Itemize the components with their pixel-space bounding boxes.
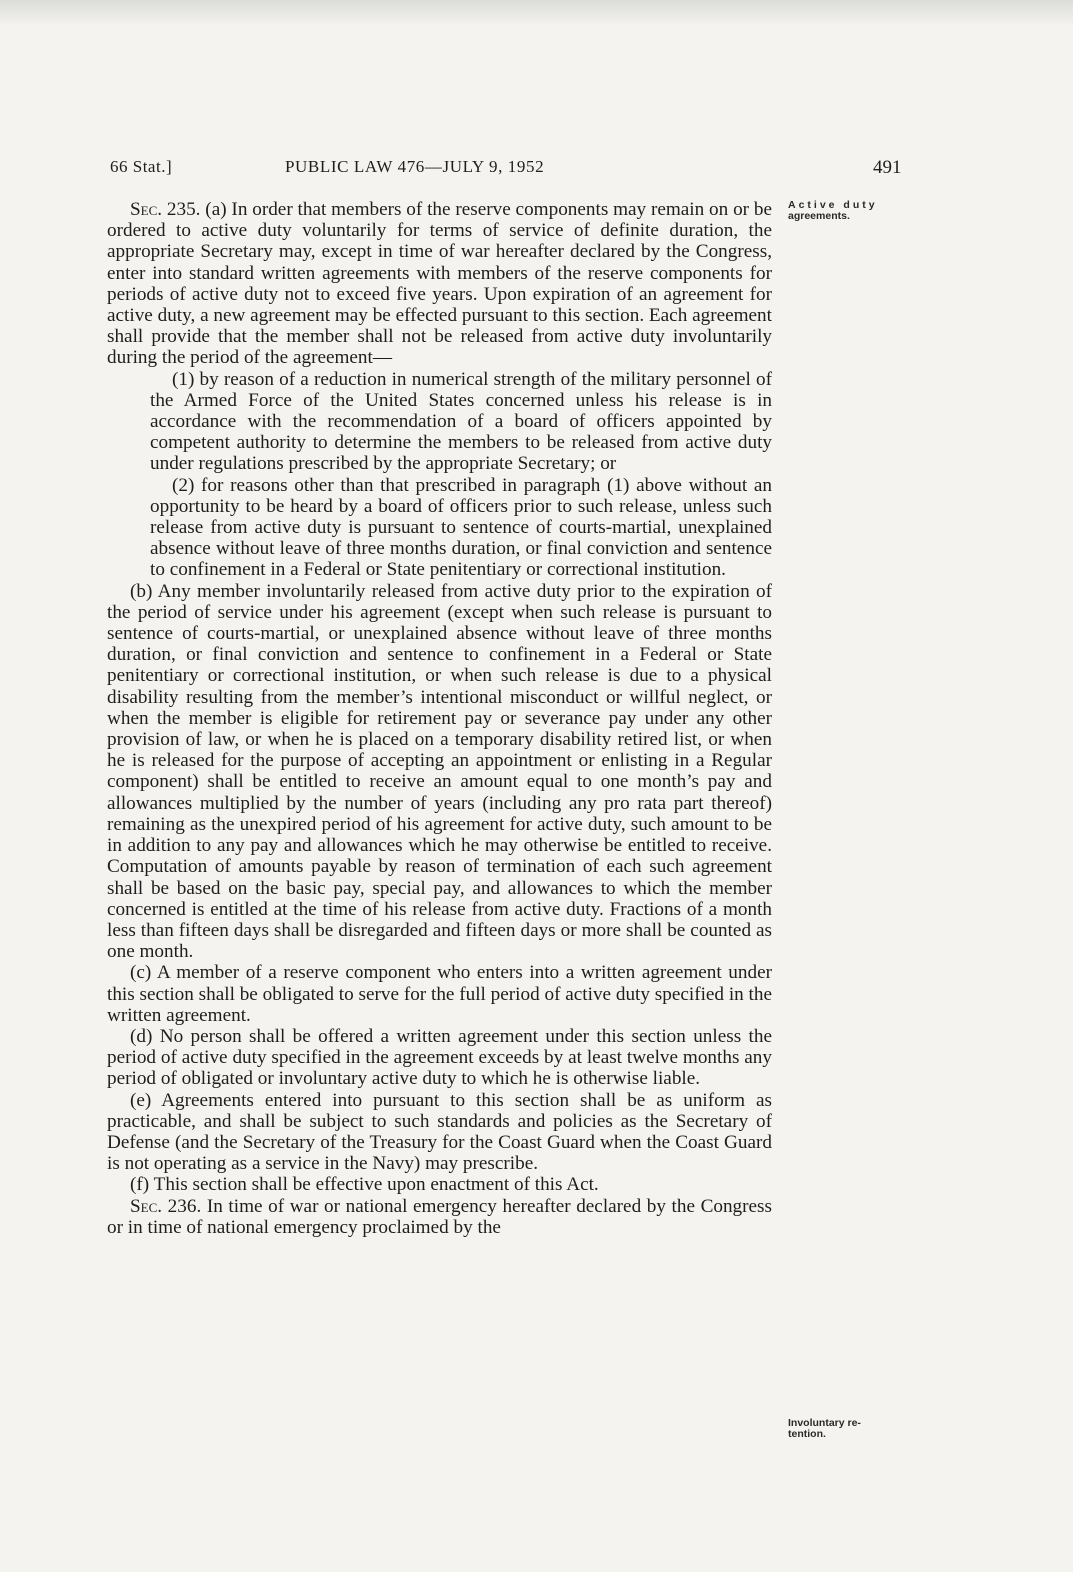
statute-reference: 66 Stat.]: [110, 157, 173, 176]
subsection-c: (c) A member of a reserve component who enters into a written agreement under this section shall be obligated to serve for the full period of active duty specified in the written agreement.: [107, 962, 772, 1026]
margin-note-line: tention.: [788, 1428, 826, 1440]
page-title: PUBLIC LAW 476—JULY 9, 1952: [285, 157, 545, 176]
margin-note-line: agreements.: [788, 210, 850, 222]
paragraph-1: (1) by reason of a reduction in numerical strength of the military personnel of the Armed Force of the United States concerned unless his release is in accordance with the recommendation of a board of officers appointed by competent authority to determine the members to be released from active duty under regulations prescribed by the appropriate Secretary; or: [150, 368, 772, 475]
margin-note-line: Active duty: [788, 199, 878, 211]
section-label: Sec. 235.: [130, 199, 201, 220]
margin-note-involuntary-retention: [788, 1418, 918, 1440]
section-236: [107, 1196, 772, 1238]
subsection-d: (d) No person shall be offered a written agreement under this section unless the period of active duty specified in the agreement exceeds by at least twelve months any period of obligated or involuntary active duty to which he is otherwise liable.: [107, 1025, 772, 1090]
page-header: [110, 157, 910, 181]
paragraph-2: (2) for reasons other than that prescribed in paragraph (1) above without an opportunity to be heard by a board of officers prior to such release, unless such release from active duty is pursuant to sentence of courts-martial, unexplained absence without leave of three months duration, or final conviction and sentence to confinement in a Federal or State penitentiary or correctional institution.: [150, 474, 772, 581]
subsection-f: (f) This section shall be effective upon enactment of this Act.: [130, 1174, 599, 1196]
margin-note-line: Involuntary re-: [788, 1417, 861, 1429]
subsection-e: (e) Agreements entered into pursuant to this section shall be as uniform as practicable, and shall be subject to such standards and policies as the Secretary of Defense (and the Secretary of the Treasury for the Coast Guard when the Coast Guard is not operating as a service in the Navy) may prescribe.: [107, 1089, 772, 1175]
statute-body: [107, 199, 772, 1238]
subsection-b: (b) Any member involuntarily released from active duty prior to the expiration of the period of service under his agreement (except when such release is pursuant to sentence of courts-martial, or unexplained absence without leave of three months duration, or final conviction and sentence to confinement in a Federal or State penitentiary or correctional institution, or when such release is due to a physical disability resulting from the member’s intentional misconduct or willful neglect, or when the member is eligible for retirement pay or severance pay under any other provision of law, or when he is placed on a temporary disability retired list, or when he is released for the purpose of accepting an appointment or enlisting in a Regular component) shall be entitled to receive an amount equal to one month’s pay and allowances multiplied by the number of years (including any pro rata part thereof) remaining as the unexpired period of his agreement for active duty, such amount to be in addition to any pay and allowances which he may otherwise be entitled to receive. Computation of amounts payable by reason of termination of each such agreement shall be based on the basic pay, special pay, and allowances to which the member concerned is entitled at the time of his release from active duty. Fractions of a month less than fifteen days shall be disregarded and fifteen days or more shall be counted as one month.: [107, 580, 772, 963]
section-235-a: [107, 199, 772, 369]
section-text: In time of war or national emergency hereafter declared by the Congress or in time of national emergency proclaimed by the: [107, 1195, 772, 1238]
page-number: 491: [873, 157, 902, 178]
scan-top-shading: [0, 0, 1073, 26]
section-text: (a) In order that members of the reserve components may remain on or be ordered to active duty voluntarily for terms of service of definite duration, the appropriate Secretary may, except in time of war hereafter declared by the Congress, enter into standard written agreements with members of the reserve components for periods of active duty not to exceed five years. Upon expiration of an agreement for active duty, a new agreement may be effected pursuant to this section. Each agreement shall provide that the member shall not be released from active duty involuntarily during the period of the agreement—: [107, 199, 772, 369]
margin-note-active-duty: [788, 200, 918, 222]
section-label: Sec. 236.: [130, 1195, 202, 1217]
